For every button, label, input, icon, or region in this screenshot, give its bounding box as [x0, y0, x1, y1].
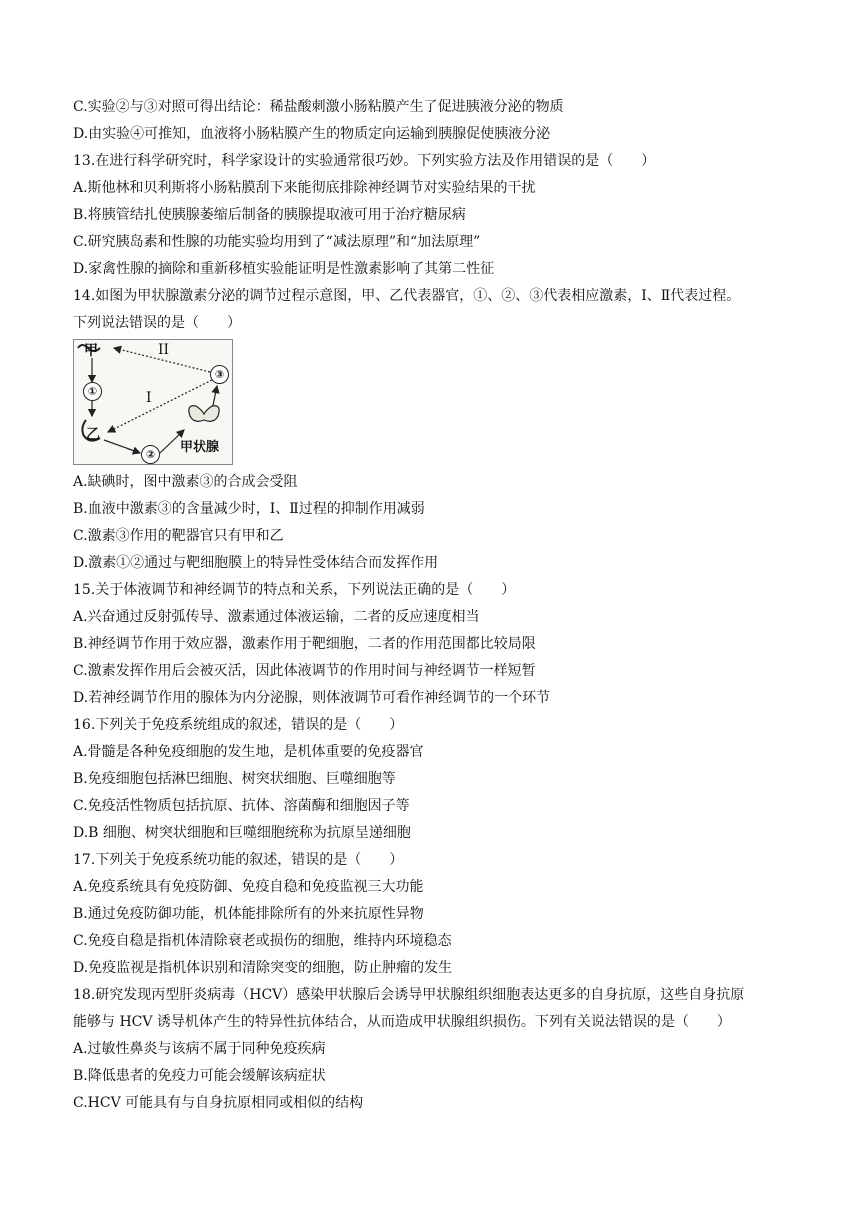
- label-thyroid: 甲状腺: [180, 440, 220, 455]
- label-organ-yi: 乙: [86, 427, 100, 443]
- label-process-2: II: [158, 342, 170, 358]
- label-process-1: I: [146, 390, 152, 406]
- option-line: B.免疫细胞包括淋巴细胞、树突状细胞、巨噬细胞等: [73, 771, 396, 787]
- hormone-2-marker: ②: [141, 445, 160, 464]
- option-line: B.神经调节作用于效应器，激素作用于靶细胞，二者的作用范围都比较局限: [73, 636, 536, 652]
- text-block-after-figure: [73, 469, 813, 1117]
- hormone-3-marker: ③: [210, 365, 229, 384]
- label-organ-jia: 甲: [84, 343, 98, 359]
- question-13-stem: 13.在进行科学研究时，科学家设计的实验通常很巧妙。下列实验方法及作用错误的是（ ）: [73, 153, 656, 169]
- option-line: C.研究胰岛素和性腺的功能实验均用到了“减法原理”和“加法原理”: [73, 234, 481, 250]
- option-line: B.降低患者的免疫力可能会缓解该病症状: [73, 1068, 326, 1084]
- option-line: C.HCV 可能具有与自身抗原相同或相似的结构: [73, 1095, 364, 1111]
- option-line: D.免疫监视是指机体识别和清除突变的细胞，防止肿瘤的发生: [73, 960, 453, 976]
- option-line: A.免疫系统具有免疫防御、免疫自稳和免疫监视三大功能: [73, 879, 424, 895]
- option-line: A.缺碘时，图中激素③的合成会受阻: [73, 474, 298, 490]
- option-line: C.激素③作用的靶器官只有甲和乙: [73, 528, 284, 544]
- question-15-stem: 15.关于体液调节和神经调节的特点和关系，下列说法正确的是（ ）: [73, 582, 516, 598]
- question-18-stem-cont: 能够与 HCV 诱导机体产生的特异性抗体结合，从而造成甲状腺组织损伤。下列有关说法错误的是（ ）: [73, 1014, 731, 1030]
- option-line: B.通过免疫防御功能，机体能排除所有的外来抗原性异物: [73, 906, 424, 922]
- option-line: A.过敏性鼻炎与该病不属于同种免疫疾病: [73, 1041, 326, 1057]
- option-line: C.激素发挥作用后会被灭活，因此体液调节的作用时间与神经调节一样短暂: [73, 663, 536, 679]
- option-line: D.B 细胞、树突状细胞和巨噬细胞统称为抗原呈递细胞: [73, 825, 411, 841]
- thyroid-regulation-diagram: [73, 339, 233, 465]
- question-17-stem: 17.下列关于免疫系统功能的叙述，错误的是（ ）: [73, 852, 404, 868]
- option-line: A.骨髓是各种免疫细胞的发生地，是机体重要的免疫器官: [73, 744, 424, 760]
- text-line: C.实验②与③对照可得出结论：稀盐酸刺激小肠粘膜产生了促进胰液分泌的物质: [73, 99, 564, 115]
- option-line: A.兴奋通过反射弧传导、激素通过体液运输，二者的反应速度相当: [73, 609, 480, 625]
- text-block-before-figure: [73, 94, 813, 337]
- hormone-1-marker: ①: [83, 382, 102, 401]
- option-line: B.将胰管结扎使胰腺萎缩后制备的胰腺提取液可用于治疗糖尿病: [73, 207, 466, 223]
- option-line: A.斯他林和贝利斯将小肠粘膜刮下来能彻底排除神经调节对实验结果的干扰: [73, 180, 536, 196]
- option-line: C.免疫自稳是指机体清除衰老或损伤的细胞，维持内环境稳态: [73, 933, 452, 949]
- option-line: B.血液中激素③的含量减少时，Ⅰ、Ⅱ过程的抑制作用减弱: [73, 501, 425, 517]
- question-14-stem: 14.如图为甲状腺激素分泌的调节过程示意图，甲、乙代表器官，①、②、③代表相应激素，Ⅰ、Ⅱ代表过程。: [73, 288, 741, 304]
- text-line: D.由实验④可推知，血液将小肠粘膜产生的物质定向运输到胰腺促使胰液分泌: [73, 126, 551, 142]
- question-16-stem: 16.下列关于免疫系统组成的叙述，错误的是（ ）: [73, 717, 404, 733]
- question-18-stem: 18.研究发现丙型肝炎病毒（HCV）感染甲状腺后会诱导甲状腺组织细胞表达更多的自身抗原，这些自身抗原: [73, 987, 745, 1003]
- document-body: [73, 94, 813, 1117]
- option-line: D.若神经调节作用的腺体为内分泌腺，则体液调节可看作神经调节的一个环节: [73, 690, 551, 706]
- option-line: D.家禽性腺的摘除和重新移植实验能证明是性激素影响了其第二性征: [73, 261, 495, 277]
- option-line: C.免疫活性物质包括抗原、抗体、溶菌酶和细胞因子等: [73, 798, 410, 814]
- thyroid-shape: [189, 406, 219, 422]
- question-14-stem-cont: 下列说法错误的是（ ）: [73, 315, 241, 331]
- option-line: D.激素①②通过与靶细胞膜上的特异性受体结合而发挥作用: [73, 555, 439, 571]
